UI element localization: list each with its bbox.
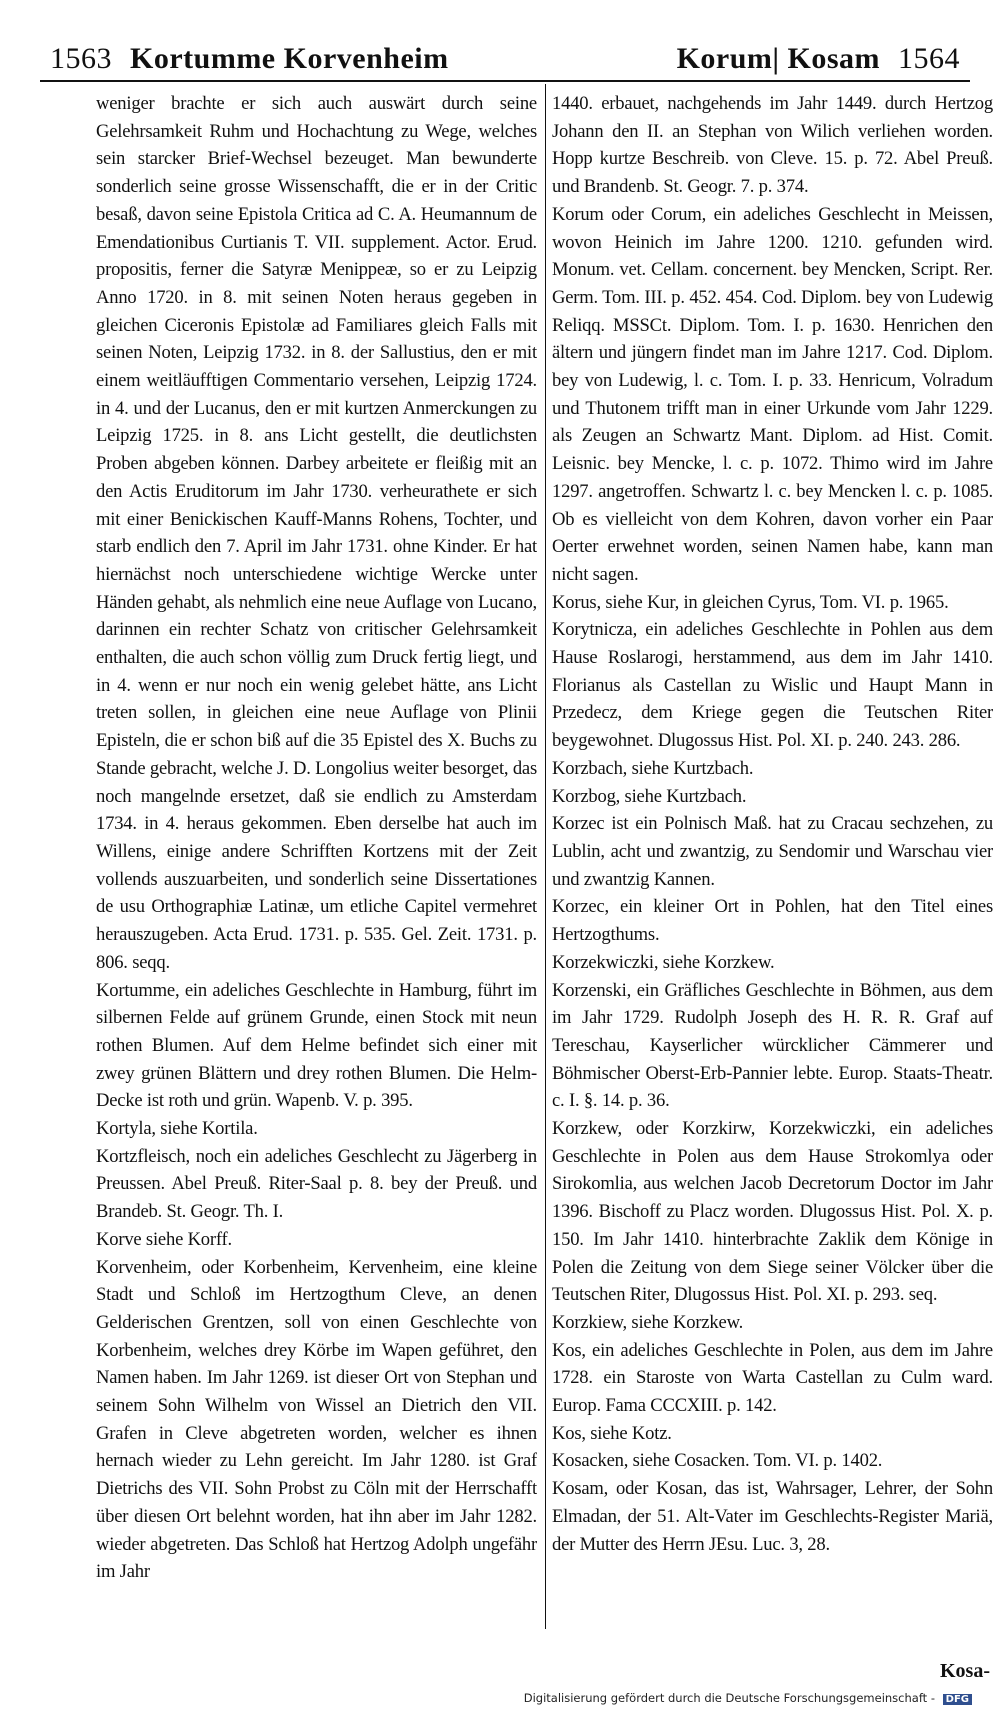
entry-korzbach: Korzbach, siehe Kurtzbach. [552,757,754,779]
entry-kos-kotz: Kos, siehe Kotz. [552,1422,672,1444]
entry-korzec-mass: Korzec ist ein Polnisch Maß. hat zu Cracau sechzehen, zu Lublin, acht und zwantzig, zu Sendomir und Warschau vier und zwantzig Kannen. [552,813,993,890]
entry-korzkiew: Korzkiew, siehe Korzkew. [552,1311,744,1333]
entry-kosacken: Kosacken, siehe Cosacken. Tom. VI. p. 1402. [552,1450,883,1472]
left-page-number: 1563 [50,42,112,75]
dfg-logo: DFG [943,1694,972,1705]
entry-kosam: Kosam, oder Kosan, das ist, Wahrsager, Lehrer, der Sohn Elmadan, der 51. Alt-Vater im Geschlechts-Register Mariä, der Mutter des Herrn JEsu. Luc. 3, 28. [552,1478,993,1555]
entry-korus: Korus, siehe Kur, in gleichen Cyrus, Tom. VI. p. 1965. [552,591,949,613]
entry-korvenheim: Korvenheim, oder Korbenheim, Kervenheim, eine kleine Stadt und Schloß im Hertzogthum Cleve, an denen Gelderischen Grentzen, soll von einen Geschlechte von Korbenheim, welches drey Körbe im Wapen geführet, den Namen haben. Im Jahr 1269. ist dieser Ort von Stephan und seinem Sohn Wilhelm von Wissel an Dietrich den VII. Grafen in Cleve abgetreten worden, welcher es ihnen hernach wieder zu Lehn gereicht. Im Jahr 1280. ist Graf Dietrichs des VII. Sohn Probst zu Cöln mit der Herrschafft über diesen Ort belehnt worden, hat ihn aber im Jahr 1282. wieder abgetreten. Das Schloß hat Hertzog Adolph ungefähr im Jahr [96,1256,537,1583]
digitization-footer [524,1691,972,1705]
entry-kortz-continued: weniger brachte er sich auch auswärt durch seine Gelehrsamkeit Ruhm und Hochachtung zu Wege, welches sein starcker Brief-Wechsel bezeuget. Man bewunderte sonderlich seine grosse Wissenschafft, die er in der Critic besaß, davon seine Epistola Critica ad C. A. Heumannum de Emendationibus Curtianis T. VII. supplement. Actor. Erud. propositis, ferner die Satyræ Menippeæ, so er zu Leipzig Anno 1720. in 8. mit seinen Noten heraus gegeben in gleichen Ciceronis Epistolæ ad Familiares gleich Falls mit seinen Noten, Leipzig 1732. in 8. der Sallustius, den er mit einem weitläufftigen Commentario versehen, Leipzig 1724. in 4. und der Lucanus, den er mit kurtzen Anmerckungen zu Leipzig 1725. in 8. ans Licht gestellt, die deutlichsten Proben abgeben können. Darbey arbeitete er fleißig mit an den Actis Eruditorum im Jahr 1730. verheurathete er sich mit einer Benickischen Kauff-Manns Rohens, Tochter, und starb endlich den 7. April im Jahr 1731. ohne Kinder. Er hat hiernächst noch unterschiedene wichtige Wercke unter Händen gehabt, als nehmlich eine neue Auflage von Lucano, darinnen ein rechter Schatz von critischer Gelehrsamkeit enthalten, die auch schon völlig zum Druck fertig liegt, und in 4. wenn er nur noch ein wenig gelebet hätte, ans Licht treten sollen, in gleichen eine neue Auflage von Plinii Episteln, die er schon biß auf die 35 Epistel des X. Buchs zu Stande gebracht, welche J. D. Longolius weiter besorget, das noch mangelnde ersetzet, daß sie endlich zu Amsterdam 1734. in 4. heraus gekommen. Eben derselbe hat auch im Willens, einige andere Schrifften Kortzens mit der Zeit vollends auszuarbeiten, und sonderlich seine Dissertationes de usu Orthographiæ Latinæ, um etliche Capitel vermehret herauszugeben. Acta Erud. 1731. p. 535. Gel. Zeit. 1731. p. 806. seqq. [96,93,537,973]
entry-korzec-ort: Korzec, ein kleiner Ort in Pohlen, hat den Titel eines Hertzogthums. [552,896,993,946]
header-right [677,42,970,76]
entry-korve: Korve siehe Korff. [96,1228,232,1250]
left-running-title: Kortumme Korvenheim [130,42,449,75]
right-column [552,90,993,1635]
right-running-title: Korum| Kosam [676,42,880,75]
entry-kortzfleisch: Kortzfleisch, noch ein adeliches Geschlecht zu Jägerberg in Preussen. Abel Preuß. Riter-Saal p. 8. bey der Preuß. und Brandeb. St. Geogr. Th. I. [96,1145,537,1223]
right-page-number: 1564 [898,42,960,75]
column-divider [545,84,546,1629]
entry-korum: Korum oder Corum, ein adeliches Geschlecht in Meissen, wovon Heinich im Jahre 1200. 1210. gefunden wird. Monum. vet. Cellam. concernent. bey Mencken, Script. Rer. Germ. Tom. III. p. 452. 454. Cod. Diplom. bey von Ludewig Reliqq. MSSCt. Diplom. Tom. I. p. 1630. Henrichen den ältern und jüngern findet man im Jahre 1217. Cod. Diplom. bey von Ludewig, l. c. Tom. I. p. 33. Henricum, Volradum und Thutonem trifft man in einer Urkunde vom Jahr 1229. als Zeugen an Schwartz Mant. Diplom. ad Hist. Comit. Leisnic. bey Mencke, l. c. p. 1072. Thimo wird im Jahre 1297. angetroffen. Schwartz l. c. bey Mencken l. c. p. 1085. Ob es vielleicht von dem Kohren, davon vorher ein Paar Oerter erwehnet worden, seinen Namen habe, kann man nicht sagen. [552,203,993,585]
entry-korzekwiczki: Korzekwiczki, siehe Korzkew. [552,951,775,973]
entry-korzkew: Korzkew, oder Korzkirw, Korzekwiczki, ein adeliches Geschlechte in Polen aus dem Hause Strokomlya oder Sirokomlia, aus welchen Jacob Decretorum Doctor im Jahr 1396. Bischoff zu Placz worden. Dlugossus Hist. Pol. X. p. 150. Im Jahr 1410. hinterbrachte Zaklik dem Könige in Polen die Zeitung von dem Siege seiner Völcker über die Teutschen Riter, Dlugossus Hist. Pol. XI. p. 293. seq. [552,1118,993,1306]
left-column [96,90,537,1635]
running-header [40,28,970,82]
catchword: Kosa- [940,1660,990,1682]
entry-korzenski: Korzenski, ein Gräfliches Geschlechte in Böhmen, aus dem im Jahr 1729. Rudolph Joseph des H. R. R. Graf auf Tereschau, Kayserlicher würcklicher Cämmerer und Böhmischer Oberst-Erb-Pannier lebte. Europ. Staats-Theatr. c. I. §. 14. p. 36. [552,979,993,1112]
entry-kos: Kos, ein adeliches Geschlechte in Polen, aus dem im Jahre 1728. ein Staroste von Warta Castellan zu Culm ward. Europ. Fama CCCXIII. p. 142. [552,1339,993,1417]
entry-kortumme: Kortumme, ein adeliches Geschlechte in Hamburg, führt im silbernen Felde auf grünem Grunde, einen Stock mit neun rothen Blumen. Auf dem Helme befindet sich einer mit zwey grünen Blättern und drey rothen Blumen. Die Helm-Decke ist roth und grün. Wapenb. V. p. 395. [96,979,537,1112]
header-left [40,42,449,76]
entry-kortyla: Kortyla, siehe Kortila. [96,1118,258,1140]
footer-text: Digitalisierung gefördert durch die Deutsche Forschungsgemeinschaft - [523,1691,935,1705]
entry-korytnicza: Korytnicza, ein adeliches Geschlechte in Pohlen aus dem Hause Roslarogi, herstammend, aus dem im Jahr 1410. Florianus als Castellan zu Wislic und Haupt Mann in Przedecz, dem Kriege gegen die Teutschen Riter beygewohnet. Dlugossus Hist. Pol. XI. p. 240. 243. 286. [552,619,993,752]
entry-korzbog: Korzbog, siehe Kurtzbach. [552,785,747,807]
entry-korvenheim-continued: 1440. erbauet, nachgehends im Jahr 1449. durch Hertzog Johann den II. an Stephan von Wilich verliehen worden. Hopp kurtze Beschreib. von Cleve. 15. p. 72. Abel Preuß. und Brandenb. St. Geogr. 7. p. 374. [552,93,993,198]
